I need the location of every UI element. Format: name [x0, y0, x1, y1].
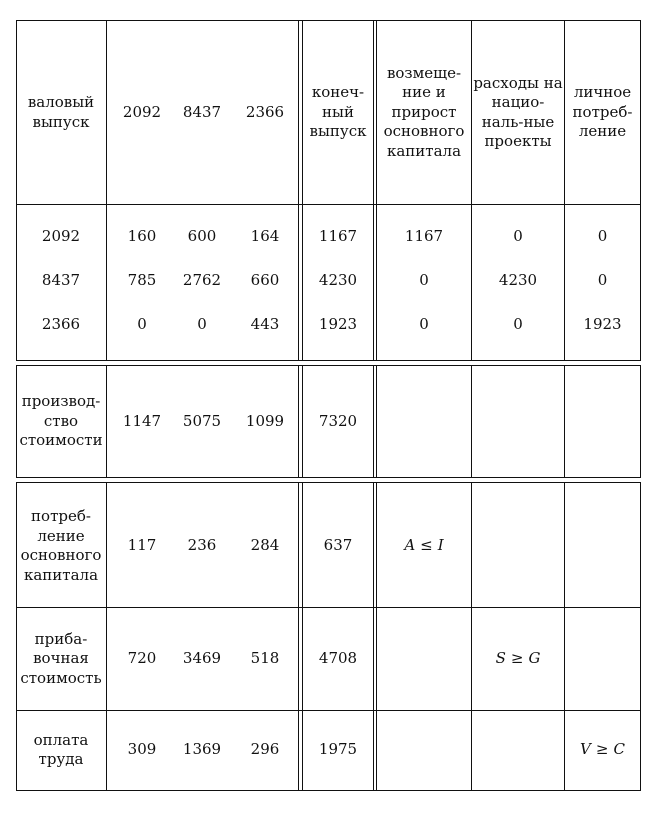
- cell: 4230: [498, 271, 538, 290]
- header-national-projects: расходы на нацио-наль-ные проекты: [473, 73, 563, 150]
- rule: [471, 482, 472, 791]
- rule: [564, 365, 565, 478]
- rule: [640, 365, 641, 478]
- row-label: потреб-ление основного капитала: [20, 507, 102, 584]
- header-final-output: конеч-ный выпуск: [309, 83, 367, 141]
- rule: [16, 477, 641, 478]
- rule: [16, 607, 641, 608]
- header-gross-output: валовый выпуск: [27, 93, 95, 131]
- cell: 0: [137, 315, 147, 334]
- cell: 5075: [182, 411, 222, 430]
- rule: [564, 20, 565, 361]
- cell: 0: [513, 315, 523, 334]
- cell: 1923: [583, 315, 622, 334]
- cell: 1923: [318, 315, 358, 334]
- row-label: 2092: [41, 227, 81, 246]
- header-capital-replacement: возмеще-ние и прирост основного капитала: [383, 63, 465, 160]
- cell: 637: [323, 536, 353, 555]
- header-col-8437: 8437: [182, 102, 222, 121]
- row-label: приба-вочная стоимость: [20, 629, 102, 687]
- cell: 3469: [182, 649, 222, 668]
- rule: [471, 20, 472, 361]
- rule: [16, 20, 641, 21]
- inequality-a-le-i: A ≤ I: [404, 536, 444, 555]
- cell: 0: [597, 227, 608, 246]
- cell: 1167: [404, 227, 444, 246]
- cell: 0: [419, 271, 429, 290]
- rule: [16, 20, 17, 361]
- cell: 0: [597, 271, 608, 290]
- cell: 720: [127, 649, 157, 668]
- rule: [376, 482, 377, 791]
- cell: 309: [127, 740, 157, 759]
- rule: [471, 365, 472, 478]
- rule: [16, 365, 17, 478]
- rule: [302, 365, 303, 478]
- header-personal-consumption: личное потреб-ление: [572, 83, 633, 141]
- row-label: 8437: [41, 271, 81, 290]
- cell: 1975: [318, 740, 358, 759]
- rule: [376, 365, 377, 478]
- inequality-s-ge-g: S ≥ G: [495, 649, 541, 668]
- rule: [16, 482, 641, 483]
- cell: 164: [250, 227, 280, 246]
- cell: 0: [197, 315, 207, 334]
- rule: [106, 482, 107, 791]
- rule: [16, 365, 641, 366]
- row-label: производ-ство стоимости: [19, 392, 103, 450]
- cell: 4230: [318, 271, 358, 290]
- cell: 1369: [182, 740, 222, 759]
- cell: 1147: [122, 411, 162, 430]
- cell: 1167: [318, 227, 358, 246]
- cell: 2762: [182, 271, 222, 290]
- rule: [106, 365, 107, 478]
- rule: [298, 365, 299, 478]
- row-label: оплата труда: [33, 730, 89, 768]
- header-col-2366: 2366: [245, 102, 285, 121]
- row-label: 2366: [41, 315, 81, 334]
- rule: [640, 482, 641, 791]
- rule: [16, 482, 17, 791]
- cell: 518: [250, 649, 280, 668]
- rule: [302, 482, 303, 791]
- inequality-v-ge-c: V ≥ C: [580, 740, 625, 759]
- cell: 7320: [318, 411, 358, 430]
- cell: 296: [250, 740, 280, 759]
- cell: 660: [250, 271, 280, 290]
- cell: 0: [513, 227, 523, 246]
- cell: 600: [187, 227, 217, 246]
- cell: 117: [127, 536, 157, 555]
- rule: [298, 20, 299, 361]
- cell: 236: [187, 536, 217, 555]
- cell: 1099: [245, 411, 285, 430]
- cell: 0: [419, 315, 429, 334]
- cell: 785: [127, 271, 157, 290]
- rule: [16, 710, 641, 711]
- cell: 4708: [318, 649, 358, 668]
- cell: 284: [250, 536, 280, 555]
- rule: [564, 482, 565, 791]
- rule: [373, 20, 374, 361]
- rule: [376, 20, 377, 361]
- rule: [16, 204, 641, 205]
- rule: [16, 790, 641, 791]
- rule: [373, 365, 374, 478]
- rule: [373, 482, 374, 791]
- rule: [298, 482, 299, 791]
- cell: 160: [127, 227, 157, 246]
- cell: 443: [250, 315, 280, 334]
- header-col-2092: 2092: [122, 102, 162, 121]
- rule: [640, 20, 641, 361]
- rule: [106, 20, 107, 361]
- rule: [302, 20, 303, 361]
- rule: [16, 360, 641, 361]
